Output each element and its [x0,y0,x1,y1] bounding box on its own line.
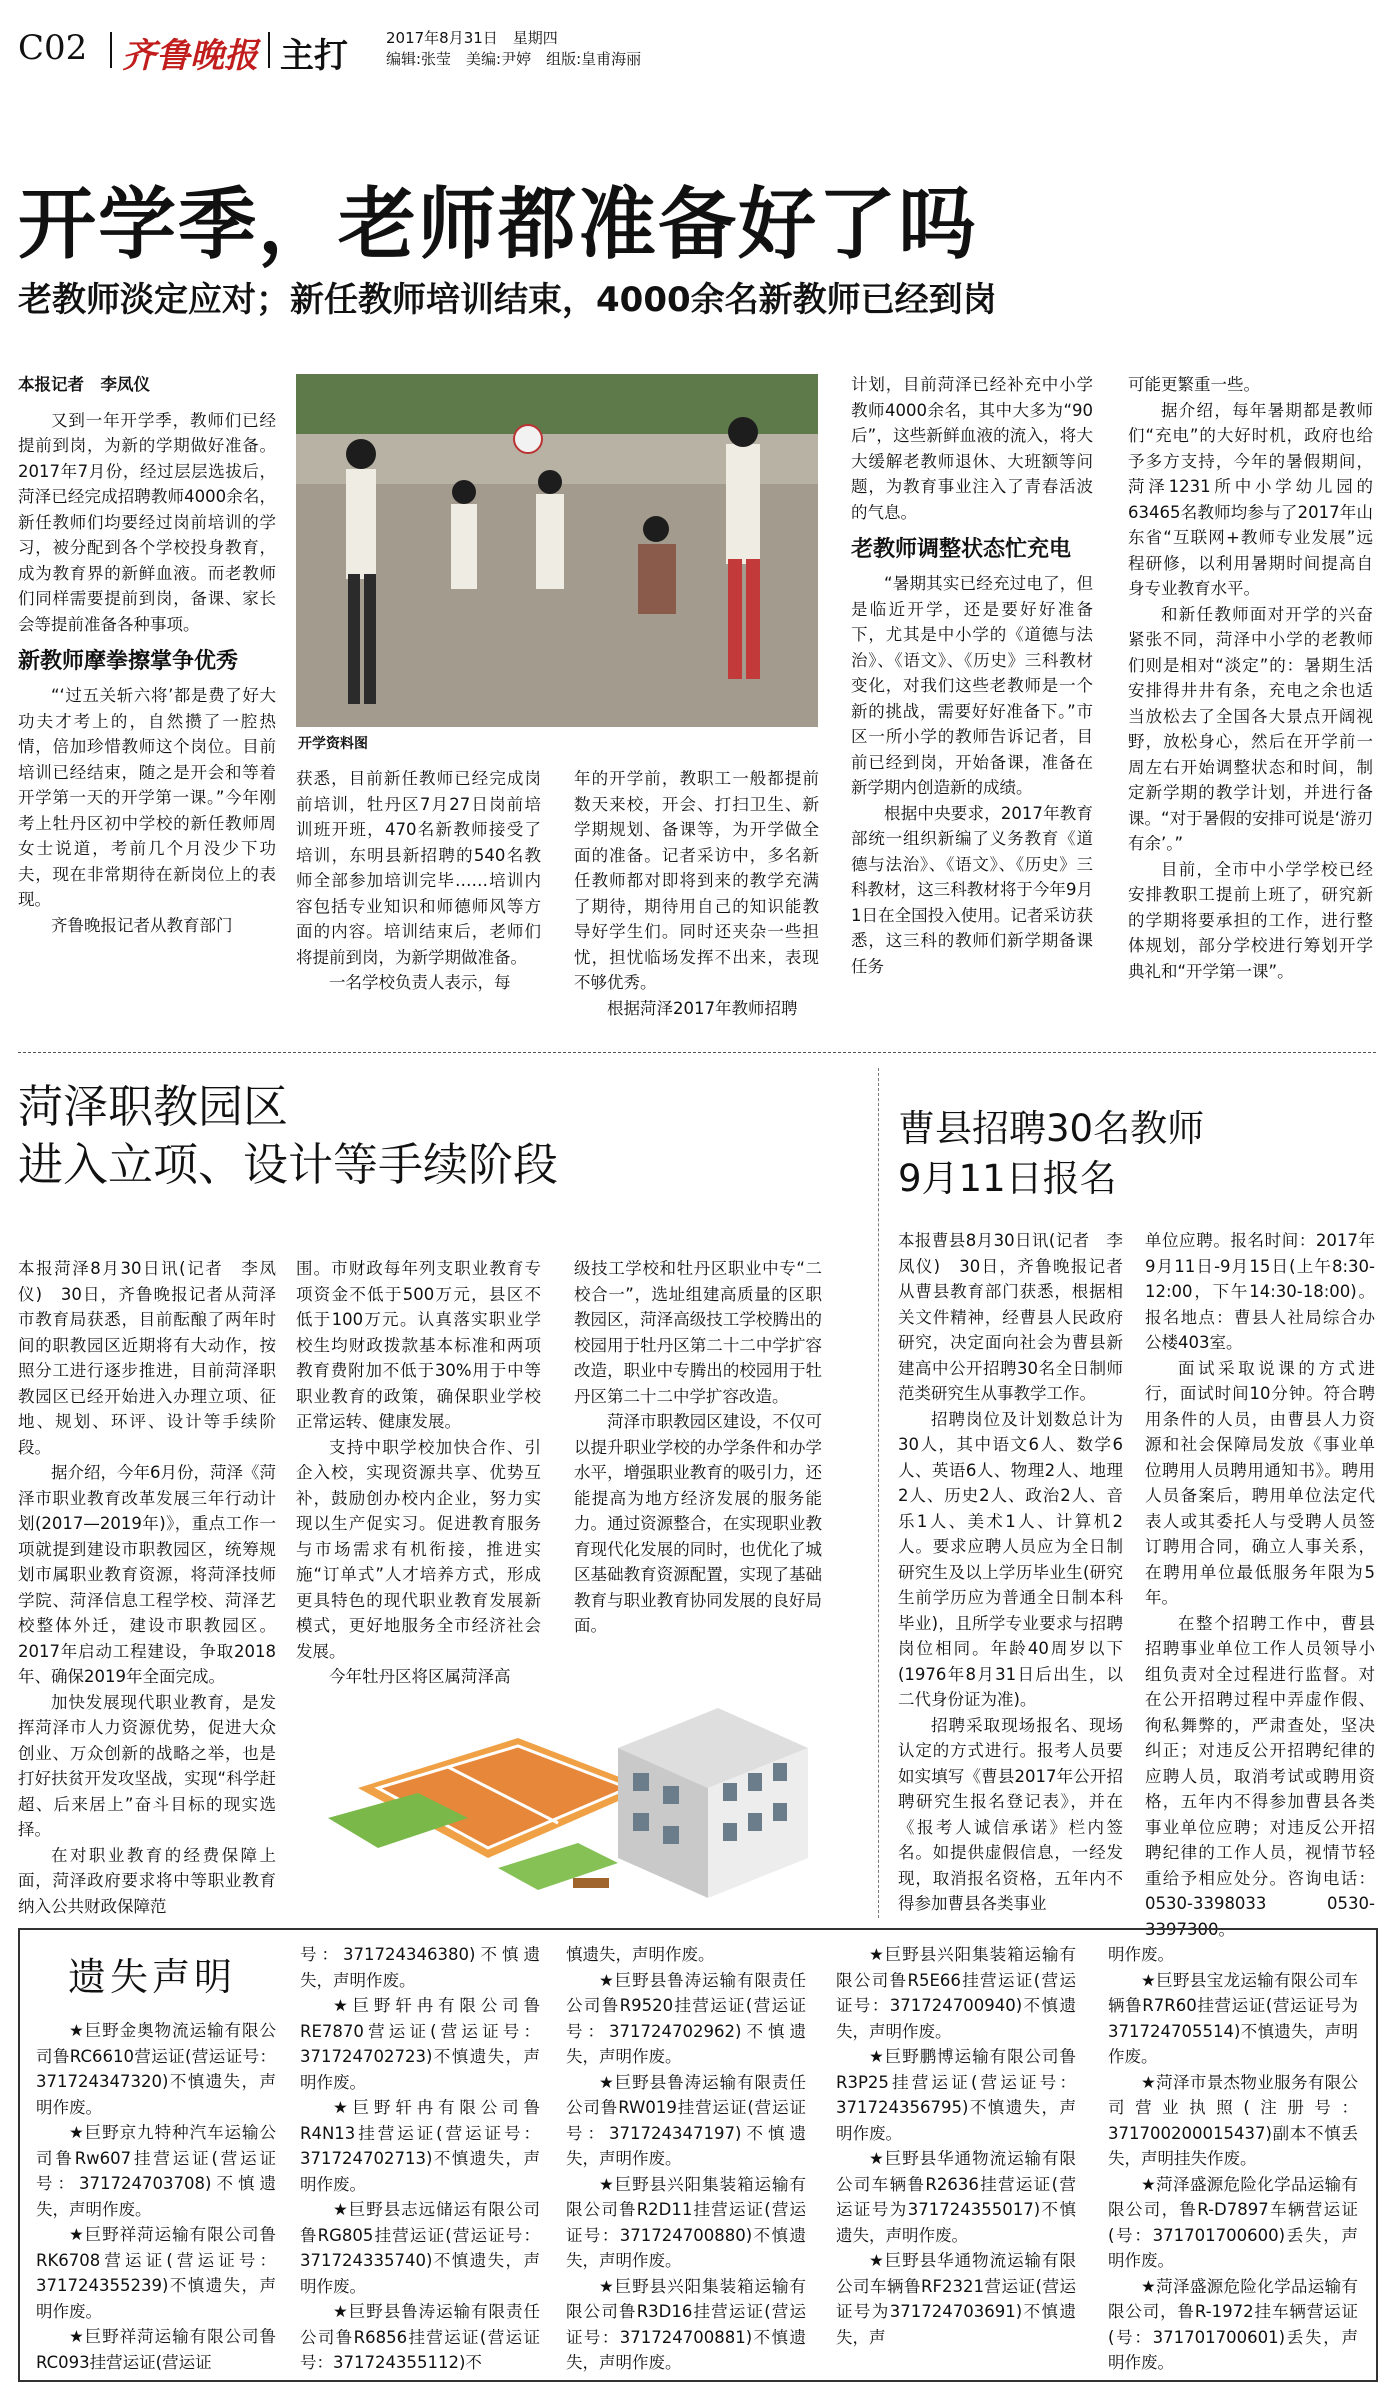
notice-item: 明作废。 [1108,1945,1174,1964]
header-divider [268,32,270,68]
lead-paragraph: 计划，目前菏泽已经补充中小学教师4000余名，其中大多为“90后”，这些新鲜血液的流入，将大大缓解老教师退休、大班额等问题，为教育事业注入了青春活波的气息。 [851,375,1093,522]
notice-item: ★巨野县鲁涛运输有限责任公司鲁R9520挂营运证(营运证号：371724702962)不慎遗失，声明作废。 [566,1970,806,2066]
story3-headline-line2: 9月11日报名 [898,1157,1117,1200]
photo-caption: 开学资料图 [298,736,368,752]
lead-column-5 [1128,372,1373,1012]
notice-item: ★巨野祥菏运输有限公司鲁RK6708营运证(营运证号：371724355239)不慎遗失，声明作废。 [36,2225,276,2321]
column-divider [878,1068,879,1918]
lead-paragraph: “暑期其实已经充过电了，但是临近开学，还是要好好准备下，尤其是中小学的《道德与法治》、《语文》、《历史》三科教材变化，对我们这些老教师是一个新的挑战，需要好好准备下。”市区一所小学的教师告诉记者，目前已经到岗，开始备课，准备在新学期内创造新的成绩。 [851,574,1093,797]
notice-item: ★巨野县宝龙运输有限公司车辆鲁R7R60挂营运证(营运证号为371724705514)不慎遗失，声明作废。 [1108,1970,1358,2066]
story3-paragraph: 招聘岗位及计划数总计为30人，其中语文6人、数学6人、英语6人、物理2人、地理2人、历史2人、政治2人、音乐1人、美术1人、计算机2人。要求应聘人员应为全日制研究生及以上学历毕业生(研究生前学历应为普通全日制本科毕业)，且所学专业要求与招聘岗位相同。年龄40周岁以下(1976年8月31日后出生，以二代身份证为准)。 [898,1409,1123,1709]
subhead-old-teachers: 老教师调整状态忙充电 [851,537,1072,562]
notice-item: ★菏泽市景杰物业服务有限公司营业执照(注册号：371700200015437)副本不慎丢失，声明挂失作废。 [1108,2072,1358,2168]
lead-paragraph: 又到一年开学季，教师们已经提前到岗，为新的学期做好准备。2017年7月份，经过层层选拔后，菏泽已经完成招聘教师4000余名，新任教师们均要经过岗前培训的学习，被分配到各个学校投身教育，成为教育界的新鲜血液。而老教师们同样需要提前到岗，备课、家长会等提前准备各种事项。 [18,410,276,634]
notice-item: ★巨野鹏博运输有限公司鲁R3P25挂营运证(营运证号：371724356795)不慎遗失，声明作废。 [836,2047,1076,2143]
lead-headline: 开学季，老师都准备好了吗 [18,180,979,270]
story3-headline [898,1104,1204,1204]
notices-column-5 [1108,1942,1358,2372]
photo-illustration [296,374,818,727]
notice-item: ★巨野县兴阳集装箱运输有限公司鲁R5E66挂营运证(营运证号：371724700940)不慎遗失，声明作废。 [836,1945,1076,2041]
notice-item: 号：371724346380)不慎遗失，声明作废。 [300,1945,540,1990]
notices-column-4 [836,1942,1076,2368]
notice-item: ★巨野县华通物流运输有限公司车辆鲁RF2321营运证(营运证号为371724703691)不慎遗失，声 [836,2251,1076,2347]
notice-item: 慎遗失，声明作废。 [566,1945,715,1964]
story2-paragraph: 菏泽市职教园区建设，不仅可以提升职业学校的办学条件和办学水平，增强职业教育的吸引力，还能提高为地方经济发展的服务能力。通过资源整合，在实现职业教育现代化发展的同时，也优化了城区基础教育资源配置，实现了基础教育与职业教育协同发展的良好局面。 [574,1412,822,1635]
story3-column-2 [1145,1228,1375,1939]
page-header [18,22,1378,82]
lead-paragraph: “‘过五关斩六将’都是费了好大功夫才考上的，自然攒了一腔热情，倍加珍惜教师这个岗位。目前培训已经结束，随之是开会和等着开学第一天的开学第一课。”今年刚考上牡丹区初中学校的新任教师周女士说道，考前几个月没少下功夫，现在非常期待在新岗位上的表现。 [18,686,276,909]
page-code: C02 [18,28,88,68]
story3-headline-line1: 曹县招聘30名教师 [898,1107,1205,1150]
story3-paragraph: 招聘采取现场报名、现场认定的方式进行。报考人员要如实填写《曹县2017年公开招聘研究生报名登记表》，并在《报考人诚信承诺》栏内签名。如提供虚假信息，一经发现，取消报名资格，五年内不得参加曹县各类事业 [898,1715,1123,1913]
lead-paragraph: 可能更繁重一些。 [1128,375,1260,394]
subhead-new-teachers: 新教师摩拳擦掌争优秀 [18,649,239,674]
story3-paragraph: 面试采取说课的方式进行，面试时间10分钟。符合聘用条件的人员，由曹县人力资源和社会保障局发放《事业单位聘用人员聘用通知书》。聘用人员备案后，聘用单位法定代表人或其委托人与受聘人员签订聘用合同，确立人事关系，在聘用单位最低服务年限为5年。 [1145,1358,1375,1607]
notice-item: ★菏泽盛源危险化学品运输有限公司，鲁R-D7897车辆营运证(号：371701700600)丢失，声明作废。 [1108,2174,1358,2270]
section-name: 主打 [280,36,348,76]
notice-item: ★巨野京九特种汽车运输公司鲁Rw607挂营运证(营运证号：371724703708)不慎遗失，声明作废。 [36,2123,276,2219]
lead-paragraph: 根据菏泽2017年教师招聘 [607,998,798,1018]
lead-paragraph: 年的开学前，教职工一般都提前数天来校，开会、打扫卫生、新学期规划、备课等，为开学做全面的准备。记者采访中，多名新任教师都对即将到来的教学充满了期待，期待用自己的知识能教导好学生们。同时还夹杂一些担忧，担忧临场发挥不出来，表现不够优秀。 [574,769,819,992]
story2-headline [18,1078,558,1194]
school-building-illustration [318,1668,838,1913]
lead-column-2 [296,766,541,1012]
lead-paragraph: 齐鲁晚报记者从教育部门 [51,915,233,935]
story3-paragraph: 在整个招聘工作中，曹县招聘事业单位工作人员领导小组负责对全过程进行监督。对在公开招聘过程中弄虚作假、徇私舞弊的，严肃查处，坚决纠正；对违反公开招聘纪律的应聘人员，取消考试或聘用资格，五年内不得参加曹县各类事业单位应聘；对违反公开招聘纪律的工作人员，视情节轻重给予相应处分。咨询电话：0530-3398033 0530-3397300。 [1145,1613,1375,1939]
story2-column-2 [296,1256,541,1686]
date-line: 2017年8月31日 星期四 [386,29,558,47]
lead-paragraph: 获悉，目前新任教师已经完成岗前培训，牡丹区7月27日岗前培训班开班，470名新教师接受了培训，东明县新招聘的540名教师全部参加培训完毕……培训内容包括专业知识和师德师风等方面的内容。培训结束后，老师们将提前到岗，为新学期做准备。 [296,769,541,967]
notice-item: ★巨野金奥物流运输有限公司鲁RC6610营运证(营运证号：371724347320)不慎遗失，声明作废。 [36,2021,276,2117]
story2-paragraph: 支持中职学校加快合作、引企入校，实现资源共享、优势互补，鼓励创办校内企业，努力实现以生产促实习。促进教育服务与市场需求有机衔接，推进实施“订单式”人才培养方式，形成更具特色的现代职业教育发展新模式，更好地服务全市经济社会发展。 [296,1437,541,1661]
story2-paragraph: 本报菏泽8月30日讯(记者 李凤仪) 30日，齐鲁晚报记者从菏泽市教育局获悉，目前酝酿了两年时间的职教园区近期将有大动作，按照分工进行逐步推进，目前菏泽职教园区已经开始进入办理立项、征地、规划、环评、设计等手续阶段。 [18,1259,276,1457]
lead-column-1 [18,372,276,1012]
notice-item: ★巨野祥菏运输有限公司鲁RC093挂营运证(营运证 [36,2327,276,2372]
staff-line: 编辑:张莹 美编:尹婷 组版:皇甫海丽 [386,50,642,68]
notice-item: ★巨野县鲁涛运输有限责任公司鲁RW019挂营运证(营运证号：371724347197)不慎遗失，声明作废。 [566,2072,806,2168]
story3-paragraph: 本报曹县8月30日讯(记者 李凤仪) 30日，齐鲁晚报记者从曹县教育部门获悉，根据相关文件精神，经曹县人民政府研究，决定面向社会为曹县新建高中公开招聘30名全日制师范类研究生从事教学工作。 [898,1231,1123,1403]
lead-paragraph: 目前，全市中小学学校已经安排教职工提前上班了，研究新的学期将要承担的工作，进行整体规划，部分学校进行筹划开学典礼和“开学第一课”。 [1128,859,1373,981]
story3-column-1 [898,1228,1123,1918]
notice-item: ★菏泽盛源危险化学品运输有限公司，鲁R-1972挂车辆营运证(号：371701700601)丢失，声明作废。 [1108,2276,1358,2372]
notice-item: ★巨野县华通物流运输有限公司车辆鲁R2636挂营运证(营运证号为371724355017)不慎遗失，声明作废。 [836,2149,1076,2245]
story2-paragraph: 今年牡丹区将区属菏泽高 [329,1667,511,1686]
lead-paragraph: 一名学校负责人表示，每 [329,973,511,992]
lead-photo [296,374,818,727]
lead-paragraph: 和新任教师面对开学的兴奋紧张不同，菏泽中小学的老教师们则是相对“淡定”的：暑期生活安排得井井有条，充电之余也适当放松去了全国各大景点开阔视野，放松身心，然后在开学前一周左右开始调整状态和时间，制定新学期的教学计划，并进行备课。“对于暑假的安排可说是‘游刃有余’。” [1128,604,1373,853]
notices-column-1 [36,2018,276,2372]
story2-column-1 [18,1256,276,1916]
notice-item: ★巨野县兴阳集装箱运输有限公司鲁R3D16挂营运证(营运证号：371724700881)不慎遗失，声明作废。 [566,2276,806,2372]
notice-item: ★巨野轩冉有限公司鲁R4N13挂营运证(营运证号：371724702713)不慎遗失，声明作废。 [300,2098,540,2194]
story2-paragraph: 围。市财政每年列支职业教育专项资金不低于500万元，县区不低于100万元。认真落实职业学校生均财政拨款基本标准和两项教育费附加不低于30%用于中等职业教育的政策，确保职业学校正常运转、健康发展。 [296,1259,541,1431]
lead-paragraph: 根据中央要求，2017年教育部统一组织新编了义务教育《道德与法治》、《语文》、《历史》三科教材，这三科教材将于今年9月1日在全国投入使用。记者采访获悉，这三科的教师们新学期备课任务 [851,803,1093,976]
notices-column-3 [566,1942,806,2372]
notices-title: 遗失声明 [68,1955,237,1999]
story2-paragraph: 据介绍，今年6月份，菏泽《菏泽市职业教育改革发展三年行动计划(2017—2019年)》，重点工作一项就提到建设市职教园区，统筹规划市属职业教育资源，将菏泽技师学院、菏泽信息工程学校、菏泽艺校整体外迁，建设市职教园区。2017年启动工程建设，争取2018年、确保2019年全面完成。 [18,1463,276,1686]
story3-paragraph: 单位应聘。报名时间：2017年9月11日-9月15日(上午8:30-12:00，下午14:30-18:00)。报名地点：曹县人社局综合办公楼403室。 [1145,1231,1375,1352]
newspaper-logo: 齐鲁晚报 [122,36,258,76]
notice-item: ★巨野县兴阳集装箱运输有限公司鲁R2D11挂营运证(营运证号：371724700880)不慎遗失，声明作废。 [566,2174,806,2270]
story2-paragraph: 加快发展现代职业教育，是发挥菏泽市人力资源优势，促进大众创业、万众创新的战略之举，也是打好扶贫开发攻坚战，实现“科学赶超、后来居上”奋斗目标的现实选择。 [18,1692,276,1839]
notices-column-2 [300,1942,540,2372]
lead-column-3 [574,766,819,1018]
story2-column-3 [574,1256,822,1656]
story2-paragraph: 在对职业教育的经费保障上面，菏泽政府要求将中等职业教育纳入公共财政保障范 [18,1845,276,1916]
lead-column-4 [851,372,1093,1012]
section-divider [18,1052,1376,1053]
notice-item: ★巨野轩冉有限公司鲁RE7870营运证(营运证号：371724702723)不慎遗失，声明作废。 [300,1996,540,2092]
header-divider [110,32,112,68]
lead-byline: 本报记者 李凤仪 [18,375,150,394]
notice-item: ★巨野县志远储运有限公司鲁RG805挂营运证(营运证号：371724335740)不慎遗失，声明作废。 [300,2200,540,2296]
notice-item: ★巨野县鲁涛运输有限责任公司鲁R6856挂营运证(营运证号：371724355112)不 [300,2302,540,2372]
lead-subheadline: 老教师淡定应对；新任教师培训结束，4000余名新教师已经到岗 [18,280,997,320]
lead-paragraph: 据介绍，每年暑期都是教师们“充电”的大好时机，政府也给予多方支持，今年的暑假期间，菏泽1231所中小学幼儿园的63465名教师均参与了2017年山东省“互联网+教师专业发展”远程研修，以利用暑期时间提高自身专业教育水平。 [1128,400,1373,598]
header-meta [386,28,641,70]
story2-headline-line2: 进入立项、设计等手续阶段 [18,1138,559,1191]
story2-paragraph: 级技工学校和牡丹区职业中专“二校合一”，选址组建高质量的区职教园区，菏泽高级技工学校腾出的校园用于牡丹区第二十二中学扩容改造，职业中专腾出的校园用于牡丹区第二十二中学扩容改造。 [574,1259,822,1406]
campus-illustration [318,1668,838,1913]
story2-headline-line1: 菏泽职教园区 [18,1080,289,1133]
